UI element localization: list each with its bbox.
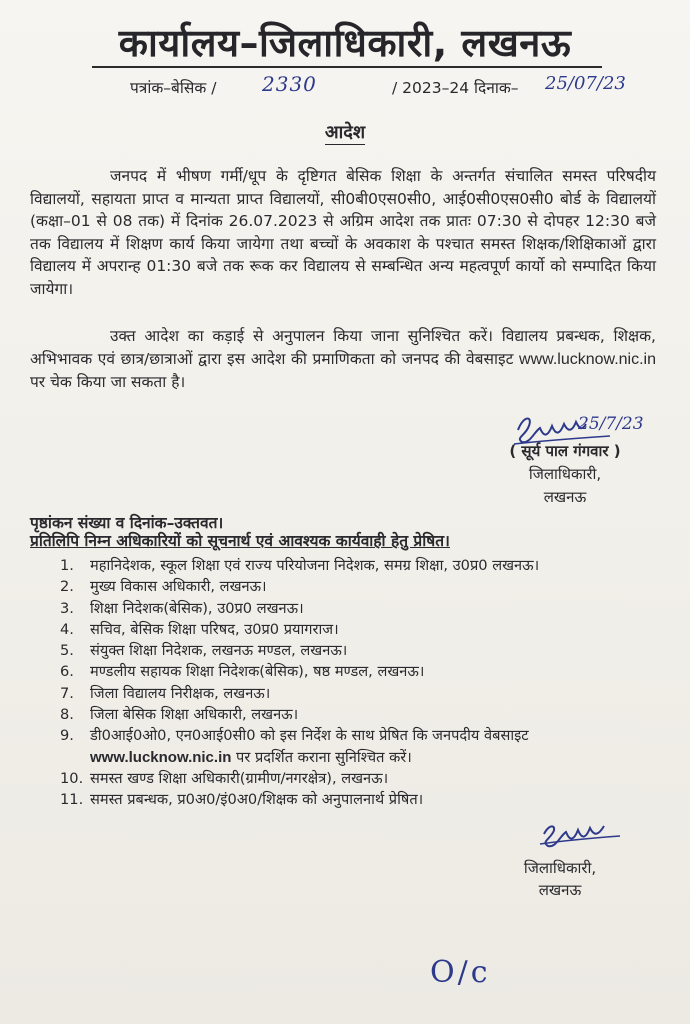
- distribution-item-text: समस्त प्रबन्धक, प्र0अ0/इं0अ0/शिक्षक को अनुपालनार्थ प्रेषित।: [90, 791, 424, 809]
- endorsement-line: पृष्ठांकन संख्या व दिनांक–उक्तवत।: [30, 514, 224, 532]
- distribution-item-number: 11.: [60, 791, 84, 809]
- distribution-item: [60, 683, 660, 704]
- distribution-item-text: संयुक्त शिक्षा निदेशक, लखनऊ मण्डल, लखनऊ।: [90, 642, 348, 660]
- distribution-item-number: 9.: [60, 727, 74, 745]
- distribution-item-continuation-text: पर प्रदर्शित कराना सुनिश्चित करें।: [231, 748, 412, 766]
- signatory-name: ( सूर्य पाल गंगवार ): [509, 442, 621, 460]
- distribution-item: [60, 555, 660, 576]
- signatory-place: लखनऊ: [543, 488, 587, 506]
- distribution-item-number: 2.: [60, 578, 74, 596]
- office-copy-mark: O/c: [430, 955, 491, 990]
- distribution-item-text: जिला विद्यालय निरीक्षक, लखनऊ।: [90, 684, 271, 702]
- distribution-item: [60, 619, 660, 640]
- distribution-item: [60, 661, 660, 682]
- distribution-list: [60, 555, 660, 811]
- distribution-item: [60, 640, 660, 661]
- distribution-item-number: 7.: [60, 684, 74, 702]
- signatory-2-designation: जिलाधिकारी,: [523, 859, 597, 877]
- copy-to-heading: प्रतिलिपि निम्न अधिकारियों को सूचनार्थ एवं आवश्यक कार्यवाही हेतु प्रेषित।: [30, 532, 450, 550]
- distribution-item-number: 1.: [60, 557, 74, 574]
- distribution-item: [60, 598, 660, 619]
- paragraph-2-text: उक्त आदेश का कड़ाई से अनुपालन किया जाना सुनिश्चित करें। विद्यालय प्रबन्धक, शिक्षक, अभिभावक एवं छात्र/छात्राओं द्वारा इस आदेश की प्रमाणिकता को जनपद की वेबसाइट: [30, 327, 656, 368]
- order-paragraph-1: जनपद में भीषण गर्मी/धूप के दृष्टिगत बेसिक शिक्षा के अन्तर्गत संचालित समस्त परिषदीय विद्यालयों, सहायता प्राप्त व मान्यता प्राप्त विद्यालयों, सी0बी0एस0सी0, आई0सी0एस0सी0 बोर्ड के विद्यालयों (कक्षा–01 से 08 तक) में दिनांक 26.07.2023 से अग्रिम आदेश तक प्रातः 07:30 से दोपहर 12:30 बजे तक विद्यालय में शिक्षण कार्य किया जायेगा तथा बच्चों के अवकाश के पश्चात समस्त शिक्षक/शिक्षिकाओं द्वारा विद्यालय में अपरान्ह 01:30 बजे तक रूक कर विद्यालय से सम्बन्धित अन्य महत्वपूर्ण कार्यो को सम्पादित किया जायेगा।: [30, 167, 656, 298]
- distribution-item-number: 6.: [60, 663, 74, 681]
- order-paragraph-2: [30, 325, 656, 394]
- distribution-item-text: सचिव, बेसिक शिक्षा परिषद, उ0प्र0 प्रयागराज।: [90, 620, 339, 638]
- signature-scribble-2: [538, 818, 628, 854]
- distribution-item-number: 5.: [60, 642, 74, 660]
- distribution-item-number: 10.: [60, 769, 84, 787]
- signatory-designation: जिलाधिकारी,: [528, 465, 602, 483]
- distribution-item-text: समस्त खण्ड शिक्षा अधिकारी(ग्रामीण/नगरक्षेत्र), लखनऊ।: [90, 769, 389, 787]
- reference-prefix: पत्रांक–बेसिक /: [130, 79, 217, 97]
- reference-year-date-label: / 2023–24 दिनाक–: [392, 79, 519, 97]
- distribution-item-text: मुख्य विकास अधिकारी, लखनऊ।: [90, 578, 267, 596]
- heading-underline: [92, 66, 602, 68]
- website-link[interactable]: www.lucknow.nic.in: [90, 748, 232, 766]
- distribution-item-text: मण्डलीय सहायक शिक्षा निदेशक(बेसिक), षष्ठ मण्डल, लखनऊ।: [90, 663, 425, 681]
- website-link[interactable]: www.lucknow.nic.in: [519, 350, 656, 368]
- office-heading: कार्यालय–जिलाधिकारी, लखनऊ: [118, 21, 572, 65]
- distribution-item-text: जिला बेसिक शिक्षा अधिकारी, लखनऊ।: [90, 706, 299, 724]
- distribution-item: [60, 704, 660, 725]
- distribution-item-continuation: [90, 747, 660, 768]
- signatory-2-place: लखनऊ: [538, 881, 582, 899]
- signature-date: 25/7/23: [578, 414, 644, 434]
- distribution-item: [60, 725, 660, 768]
- distribution-item-text: महानिदेशक, स्कूल शिक्षा एवं राज्य परियोजना निदेशक, समग्र शिक्षा, उ0प्र0 लखनऊ।: [90, 557, 540, 574]
- distribution-item-number: 3.: [60, 599, 74, 617]
- distribution-item: [60, 576, 660, 597]
- reference-number: 2330: [262, 72, 317, 96]
- order-title: आदेश: [324, 122, 366, 143]
- distribution-item: [60, 789, 660, 810]
- distribution-item: [60, 768, 660, 789]
- distribution-item-number: 8.: [60, 706, 74, 724]
- paragraph-2-end: पर चेक किया जा सकता है।: [30, 373, 186, 392]
- reference-date: 25/07/23: [545, 73, 626, 94]
- distribution-item-number: 4.: [60, 620, 74, 638]
- distribution-item-text: शिक्षा निदेशक(बेसिक), उ0प्र0 लखनऊ।: [90, 599, 304, 617]
- distribution-item-text: डी0आई0ओ0, एन0आई0सी0 को इस निर्देश के साथ प्रेषित कि जनपदीय वेबसाइट: [90, 727, 529, 745]
